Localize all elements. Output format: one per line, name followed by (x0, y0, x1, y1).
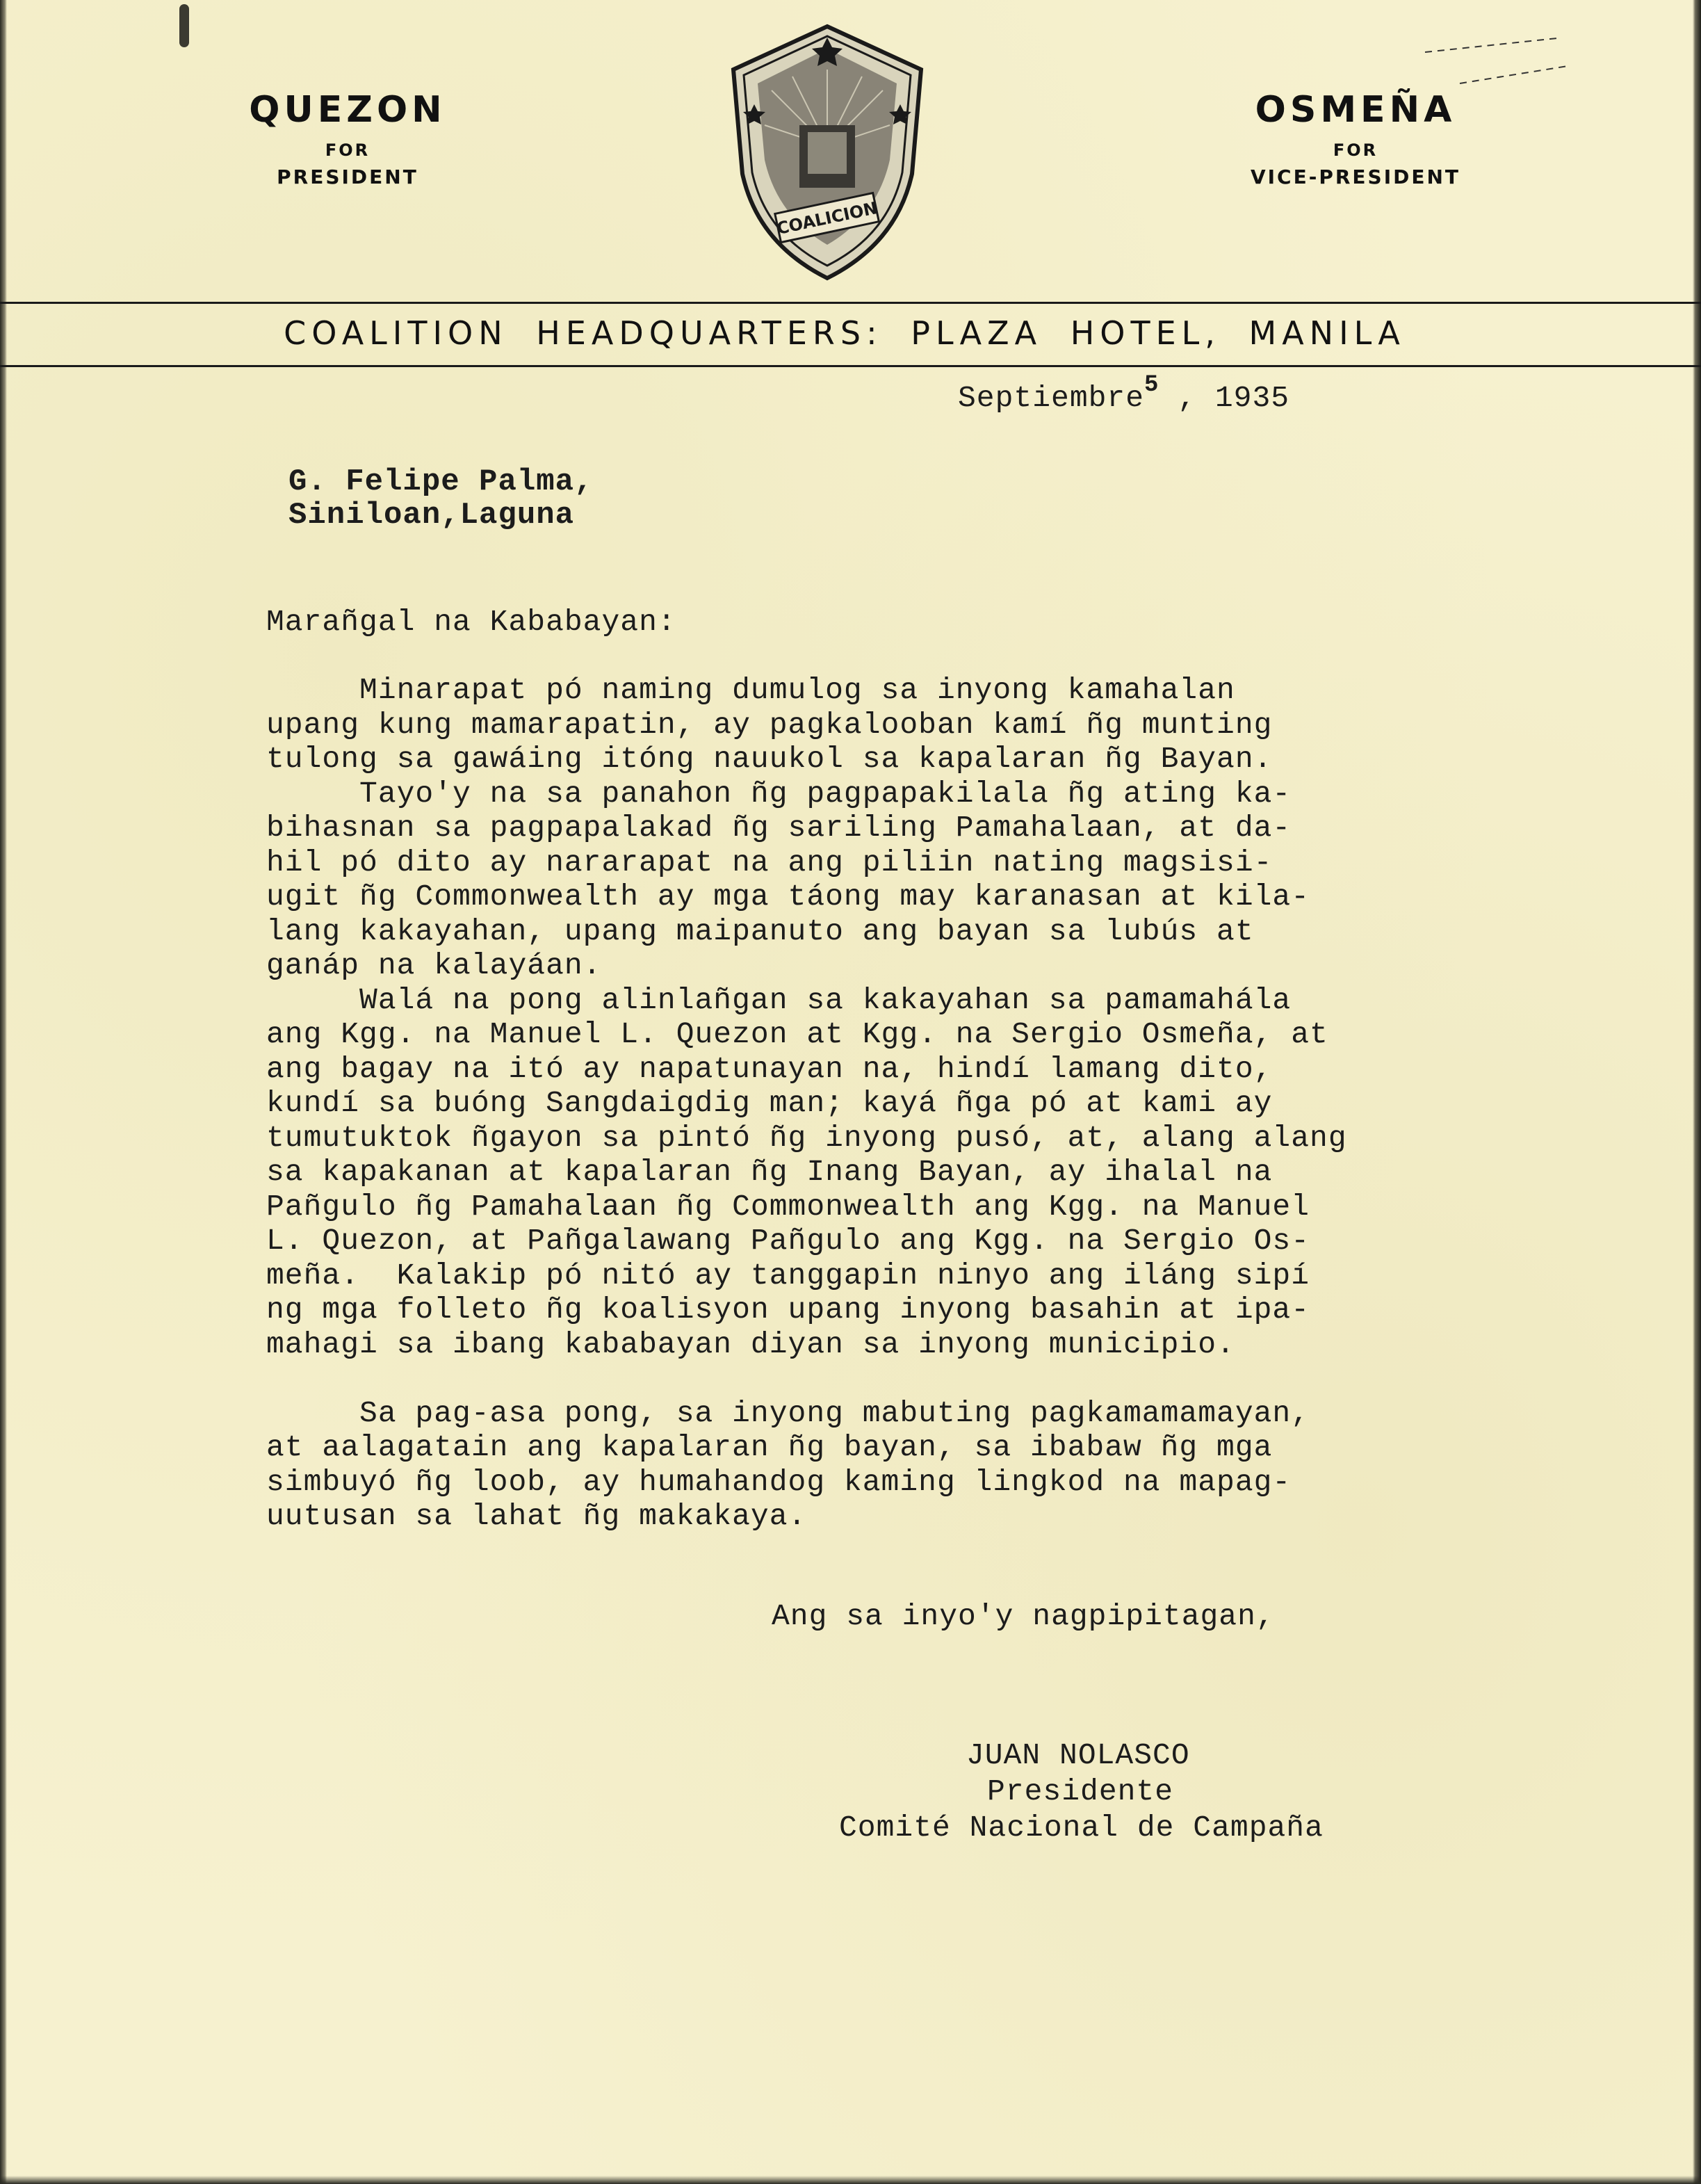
letter-body-line: Pañgulo ñg Pamahalaan ñg Commonwealth ang Kgg. na Manuel (266, 1190, 1310, 1224)
letter-body-line: simbuyó ñg loob, ay humahandog kaming lingkod na mapag- (266, 1465, 1292, 1499)
signatory-name: JUAN NOLASCO (966, 1738, 1190, 1772)
letter-body-line: meña. Kalakip pó nitó ay tanggapin ninyo ang iláng sipí (266, 1259, 1310, 1293)
letter-body-line: Minarapat pó naming dumulog sa inyong kamahalan (266, 673, 1235, 707)
emblem-label: COALICION (774, 198, 879, 239)
letterhead-left (209, 89, 487, 188)
letter-body-line: ganáp na kalayáan. (266, 948, 602, 982)
letter-body-line: uutusan sa lahat ñg makakaya. (266, 1499, 807, 1533)
letter-body-line: at aalagatain ang kapalaran ñg bayan, sa ibabaw ñg mga (266, 1430, 1273, 1464)
headquarters-address: COALITION HEADQUARTERS: PLAZA HOTEL, MANILA (284, 314, 1406, 352)
salutation: Marañgal na Kababayan: (266, 605, 676, 639)
letter-body-line: upang kung mamarapatin, ay pagkalooban kamí ñg munting (266, 708, 1273, 742)
candidate-for-label-right: FOR (1333, 140, 1378, 160)
letter-body-line: mahagi sa ibang kababayan diyan sa inyong municipio. (266, 1327, 1235, 1361)
letter-body-line: ugit ñg Commonwealth ay mga táong may karanasan at kila- (266, 880, 1310, 914)
candidate-for-label: FOR (325, 140, 371, 160)
letter-body-line: hil pó dito ay nararapat na ang piliin nating magsisi- (266, 846, 1273, 880)
date-day: 5 (1144, 372, 1159, 398)
signatory-organization: Comité Nacional de Campaña (839, 1811, 1324, 1845)
letterhead-rule-bottom (0, 365, 1701, 367)
letter-date (958, 372, 1290, 415)
candidate-office-label: PRESIDENT (277, 165, 418, 188)
candidate-president-name: QUEZON (249, 89, 446, 131)
letter-body-line: ng mga folleto ñg koalisyon upang inyong basahin at ipa- (266, 1293, 1310, 1327)
letter-body-line: ang Kgg. na Manuel L. Quezon at Kgg. na Sergio Osmeña, at (266, 1017, 1328, 1051)
page-edge-left (0, 0, 7, 2184)
pencil-dash-mark (1418, 31, 1571, 94)
letter-body-line: kundí sa buóng Sangdaigdig man; kayá ñga pó at kami ay (266, 1086, 1273, 1120)
date-month: Septiembre (958, 381, 1145, 415)
page-edge-right (1693, 0, 1701, 2184)
letter-body-line: sa kapakanan at kapalaran ñg Inang Bayan, ay ihalal na (266, 1155, 1273, 1189)
addressee-name: G. Felipe Palma, (288, 464, 594, 499)
letter-body-line: Sa pag-asa pong, sa inyong mabuting pagkamamamayan, (266, 1396, 1310, 1430)
letter-body-line: ang bagay na itó ay napatunayan na, hindí lamang dito, (266, 1052, 1273, 1086)
letter-body-line: Walá na pong alinlañgan sa kakayahan sa pamamahála (266, 983, 1292, 1017)
candidate-office-label-right: VICE-PRESIDENT (1250, 165, 1461, 188)
complimentary-closing: Ang sa inyo'y nagpipitagan, (772, 1599, 1275, 1633)
date-year: , 1935 (1178, 381, 1290, 415)
signatory-title: Presidente (987, 1774, 1174, 1809)
page-edge-bottom (0, 2176, 1701, 2184)
letter-body-line: L. Quezon, at Pañgalawang Pañgulo ang Kgg. na Sergio Os- (266, 1224, 1310, 1258)
addressee-location: Siniloan,Laguna (288, 498, 575, 533)
letterhead-rule-top (0, 302, 1701, 304)
letter-body-line: lang kakayahan, upang maipanuto ang bayan sa lubús at (266, 914, 1254, 948)
letterhead-right (1182, 89, 1529, 188)
letter-body-line: bihasnan sa pagpapalakad ñg sariling Pamahalaan, at da- (266, 811, 1292, 845)
coalition-shield-emblem (723, 21, 931, 285)
letter-body-line: Tayo'y na sa panahon ñg pagpapakilala ñg ating ka- (266, 777, 1292, 811)
ink-spot (179, 4, 189, 47)
letter-body-line: tulong sa gawáing itóng nauukol sa kapalaran ñg Bayan. (266, 742, 1273, 776)
letter-body-line: tumutuktok ñgayon sa pintó ñg inyong pusó, at, alang alang (266, 1121, 1347, 1155)
candidate-vice-president-name: OSMEÑA (1255, 89, 1456, 131)
